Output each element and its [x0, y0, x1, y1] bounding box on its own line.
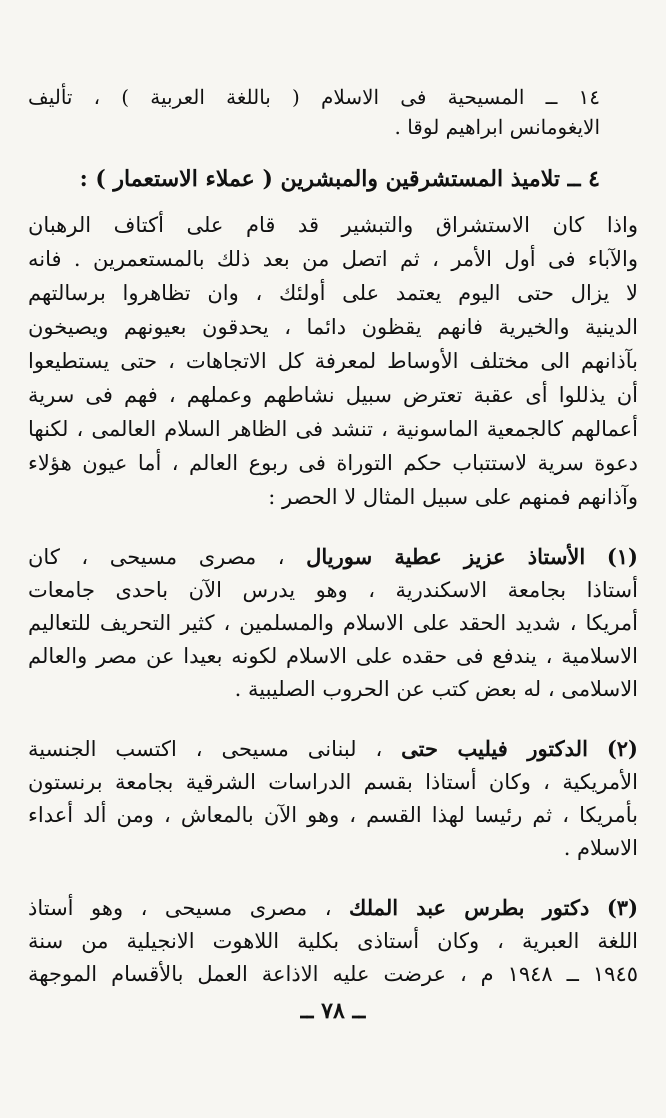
paragraph-line: الاسلامية ، يندفع فى حقده على الاسلام لكونه بعيدا عن مصر والعالم — [28, 644, 638, 668]
paragraph-line: أمريكا ، شديد الحقد على الاسلام والمسلمين ، كثير التحريف للتعاليم — [28, 611, 638, 635]
person-name: الأستاذ عزيز عطية سوريال — [306, 544, 586, 569]
bio-entry-2 — [28, 732, 638, 865]
paragraph-line: بآذانهم الى مختلف الأوساط لمعرفة كل الاتجاهات ، حتى يستطيعوا — [28, 349, 638, 373]
entry-number: (٢) — [606, 736, 638, 761]
paragraph-line: اللغة العبرية ، وكان أستاذى بكلية اللاهوت الانجيلية من سنة — [28, 929, 638, 953]
paragraph-line: الاسلامى ، له بعض كتب عن الحروب الصليبية . — [234, 677, 638, 701]
entry-number: (١) — [606, 544, 638, 569]
paragraph-line: أن يذللوا أى عقبة تعترض سبيل نشاطهم وعملهم ، فهم فى سرية — [28, 383, 638, 407]
lead-text: ، مصرى مسيحى ، وهو أستاذ — [28, 896, 332, 920]
page-number: ــ ٧٨ ــ — [300, 998, 366, 1024]
bio-entry-1 — [28, 540, 638, 706]
list-item-14 — [28, 82, 600, 142]
paragraph-line: أعمالهم كالجمعية الماسونية ، تنشد فى الظاهر السلام العالمى ، لكنها — [28, 417, 638, 441]
bio-entry-3 — [28, 891, 638, 991]
paragraph-line: واذا كان الاستشراق والتبشير قد قام على أكتاف الرهبان — [28, 213, 638, 237]
paragraph-line: بأمريكا ، ثم رئيسا لهذا القسم ، وهو الآن بالمعاش ، ومن ألد أعداء — [28, 803, 638, 827]
paragraph-line: ١٩٤٥ ــ ١٩٤٨ م ، عرضت عليه الاذاعة العمل بالأقسام الموجهة — [28, 962, 638, 986]
bio-lead-line — [28, 891, 638, 925]
paragraph-line: الدينية والخيرية فانهم يقظون دائما ، يحدقون بعيونهم ويصيخون — [28, 315, 638, 339]
paragraph-line: لا يزال حتى اليوم يعتمد على أولئك ، وان تظاهروا برسالتهم — [28, 281, 638, 305]
paragraph-line: الأمريكية ، وكان أستاذا بقسم الدراسات الشرقية بجامعة برنستون — [28, 770, 638, 794]
item14-line1: ١٤ ــ المسيحية فى الاسلام ( باللغة العربية ) ، تأليف — [28, 85, 600, 109]
paragraph-line: دعوة سرية لاستتباب حكم التوراة فى ربوع العالم ، أما عيون هؤلاء — [28, 451, 638, 475]
bio-lead-line — [28, 540, 638, 574]
item14-line2: الايغومانس ابراهيم لوقا . — [394, 115, 600, 139]
paragraph-line: الاسلام . — [563, 836, 638, 860]
intro-paragraph — [28, 208, 638, 514]
lead-text: ، مصرى مسيحى ، كان — [28, 545, 285, 569]
person-name: دكتور بطرس عبد الملك — [349, 895, 590, 920]
section-heading: ٤ ــ تلاميذ المستشرقين والمبشرين ( عملاء الاستعمار ) : — [79, 166, 600, 192]
lead-text: ، لبنانى مسيحى ، اكتسب الجنسية — [28, 737, 383, 761]
person-name: الدكتور فيليب حتى — [401, 736, 588, 761]
bio-lead-line — [28, 732, 638, 766]
entry-number: (٣) — [606, 895, 638, 920]
paragraph-line: أستاذا بجامعة الاسكندرية ، وهو يدرس الآن باحدى جامعات — [28, 578, 638, 602]
paragraph-line: وآذانهم فمنهم على سبيل المثال لا الحصر : — [268, 485, 638, 509]
paragraph-line: والآباء فى أول الأمر ، ثم اتصل من بعد ذلك بالمستعمرين . فانه — [28, 247, 638, 271]
